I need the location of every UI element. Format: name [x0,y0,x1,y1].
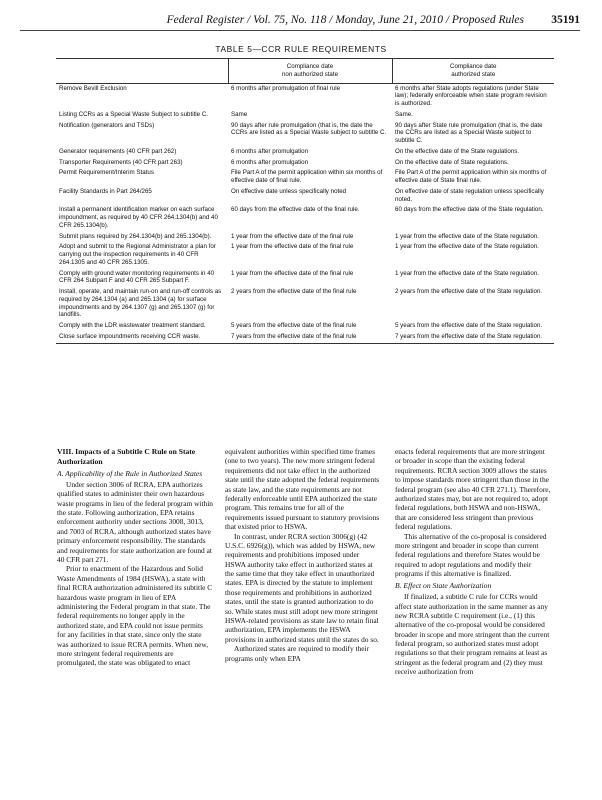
table-cell: 2 years from the effective date of the State regulation. [395,288,543,295]
table-row [56,168,554,187]
table-cell: 1 year from the effective date of the State regulation. [395,269,540,277]
table-cell: 2 years from the effective date of the final rule [231,288,357,295]
table-row [56,332,554,343]
table-cell: 5 years from the effective date of the State regulation. [395,322,543,329]
ccr-requirements-table [56,58,554,344]
table-cell: 6 months after promulgation [231,158,309,166]
table-row [56,287,554,321]
table-cell: 6 months after promulgation of final rule [231,84,341,92]
table-row [56,158,554,169]
table-row [56,232,554,243]
table-cell: 7 years from the effective date of the final rule [228,332,392,343]
table-cell: On effective date of state regulation unless specifically noted. [395,187,544,203]
table-row [56,110,554,121]
table-cell: Remove Bevill Exclusion [59,84,127,92]
table-row [56,83,554,110]
table-cell: Generator requirements (40 CFR part 262) [59,147,177,155]
table-cell: Same [231,110,248,118]
page-number: 35191 [551,14,580,26]
paragraph: In contrast, under RCRA section 3006(g) (42 U.S.C. 6926(g)), which was added by HSWA, new requirements and prohibitions imposed under HSWA authority take effect in authorized states at the same time that they take effect in unauthorized states. EPA is directed by the statute to implement those requirements and prohibitions in authorized states, until the state is granted authorization to do so. While states must still adopt new more stringent HSWA-related provisions as state law to retain final authorization, EPA implements the HSWA provisions in authorized states until the states do so. [225,531,379,644]
table-row [56,321,554,332]
table-row [56,205,554,231]
table-cell: 6 months after State adopts regulations (under State law); federally enforceable when state program revision is authorized. [395,84,547,107]
paragraph: enacts federal requirements that are more stringent or broader in scope than the existing federal requirements. RCRA section 3009 allows the states to impose standards more stringent than those in the federal program (see also 40 CFR 271.1). Therefore, authorized states may, but are not required to, adopt federal regulations, both HSWA and non-HSWA, that are considered less stringent than previous federal regulations. [395,447,551,532]
table-cell: 90 days after rule promulgation (that is, the date the CCRs are listed as a Special Waste subject to subtitle C. [231,121,387,137]
table-row [56,187,554,206]
table-cell: Comply with ground water monitoring requirements in 40 CFR 264 Subpart F and 40 CFR 265 Subpart F. [59,269,215,285]
column-header: Compliance date non authorized state [228,59,392,84]
paragraph: Under section 3006 of RCRA, EPA authorizes qualified states to administer their own hazardous waste programs in lieu of the federal program within the state. Following authorization, EPA retains enforcement authority under sections 3008, 3013, and 7003 of RCRA, although authorized states have primary enforcement responsibility. The standards and requirements for state authorization are found at 40 CFR part 271. [57,479,213,565]
table-cell: 60 days from the effective date of the final rule. [231,206,360,214]
table-cell: 1 year from the effective date of the final rule [231,243,354,251]
table-row [56,121,554,147]
table-row [56,269,554,288]
table-cell: On effective date unless specifically noted [231,187,347,195]
table-cell: 6 months after promulgation [231,147,309,155]
table-title: TABLE 5—CCR RULE REQUIREMENTS [215,44,387,54]
table-cell: File Part A of the permit application within six months of effective date of State final rule. [395,169,547,184]
table-cell: 1 year from the effective date of the State regulation. [395,243,540,251]
subsection-heading: B. Effect on State Authorization [395,581,492,591]
paragraph: equivalent authorities within specified time frames (one to two years). The new more stringent federal requirements did not take effect in the authorized state until the state adopted the federal requirements as state law, and the state requirements are not federally enforceable until EPA authorized the state program. This remains true for all of the requirements issued pursuant to statutory provisions that existed prior to HSWA. [225,447,380,532]
table-cell: 1 year from the effective date of the State regulation. [395,232,540,240]
table-cell: Facility Standards in Part 264/265 [59,187,152,195]
table-cell: Listing CCRs as a Special Waste Subject to subtitle C. [59,110,209,118]
table-cell: 7 years from the effective date of the State regulation. [392,332,554,343]
table-cell: Same. [395,110,413,118]
table-cell: 90 days after State rule promulgation (that is, the date the CCRs are listed as a Special Waste subject to subtitle C. [395,121,543,144]
table-cell: Adopt and submit to the Regional Administrator a plan for carrying out the inspection requirements in 40 CFR 264.1305 and 40 CFR 265.1305. [59,243,216,266]
table-row [56,147,554,158]
paragraph: Prior to enactment of the Hazardous and Solid Waste Amendments of 1984 (HSWA), a state with final RCRA authorization administered its subtitle C hazardous waste program in lieu of EPA administering the Federal program in that state. The federal requirements no longer apply in the authorized state, and EPA could not issue permits for any facilities in that state, since only the state was authorized to issue RCRA permits. When new, more stringent federal requirements are promulgated, the state was obligated to enact [57,564,213,668]
table-cell: Submit plans required by 264.1304(b) and 265.1304(b). [59,232,212,240]
table-cell: Permit Requirement/Interim Status [59,169,154,177]
table-cell: 1 year from the effective date of the final rule [231,269,354,277]
page-header [20,14,580,31]
table-cell: On the effective date of State regulations. [395,158,509,166]
paragraph: Authorized states are required to modify their programs only when EPA [225,644,370,663]
table-cell: 1 year from the effective date of the final rule [231,232,354,240]
text-column-2 [225,447,381,663]
table-cell: Install a permanent identification marker on each surface impoundment, as required by 40 CFR 264.1304(b) and 40 CFR 265.1304(b). [59,206,218,229]
table-cell: File Part A of the permit application within six months of effective date of final rule. [231,169,383,184]
table-cell: Install, operate, and maintain run-on and run-off controls as required by 264.1304 (a) and 265.1304 (a) for surface impoundments and by 264.1307 (g) and 265.1307 (g) for landfills. [59,288,222,319]
paragraph: This alternative of the co-proposal is considered more stringent and broader in scope than current federal regulations and therefore States would be required to adopt regulations and modify their programs if this alternative is finalized. [395,531,547,579]
table-row [56,242,554,268]
table-cell: 60 days from the effective date of the State regulation. [395,206,544,214]
paragraph: If finalized, a subtitle C rule for CCRs would affect state authorization in the same manner as any new RCRA subtitle C requirement (i.e., (1) this alternative of the co-proposal would be considered broader in scope and more stringent than the current federal program, so authorized states must adopt regulations so that their program remains at least as stringent as the federal program and (2) they must receive authorization from [395,592,550,677]
section-heading: VIII. Impacts of a Subtitle C Rule on State Authorization [57,447,196,466]
subsection-heading: A. Applicability of the Rule in Authorized States [57,469,203,479]
text-column-3 [395,447,551,677]
table-cell: On the effective date of the State regulations. [395,147,520,155]
running-header: Federal Register / Vol. 75, No. 118 / Monday, June 21, 2010 / Proposed Rules [166,14,524,26]
text-column-1 [57,447,213,668]
column-header: Compliance date authorized state [392,59,554,84]
table-cell: Transporter Requirements (40 CFR part 263) [59,158,183,166]
table-cell: Notification (generators and TSDs) [59,121,155,129]
table-cell: Close surface impoundments receiving CCR waste. [56,332,228,343]
table-cell: 5 years from the effective date of the final rule [231,322,357,329]
column-header [56,59,228,84]
table-cell: Comply with the LDR wastewater treatment standard. [59,322,206,329]
